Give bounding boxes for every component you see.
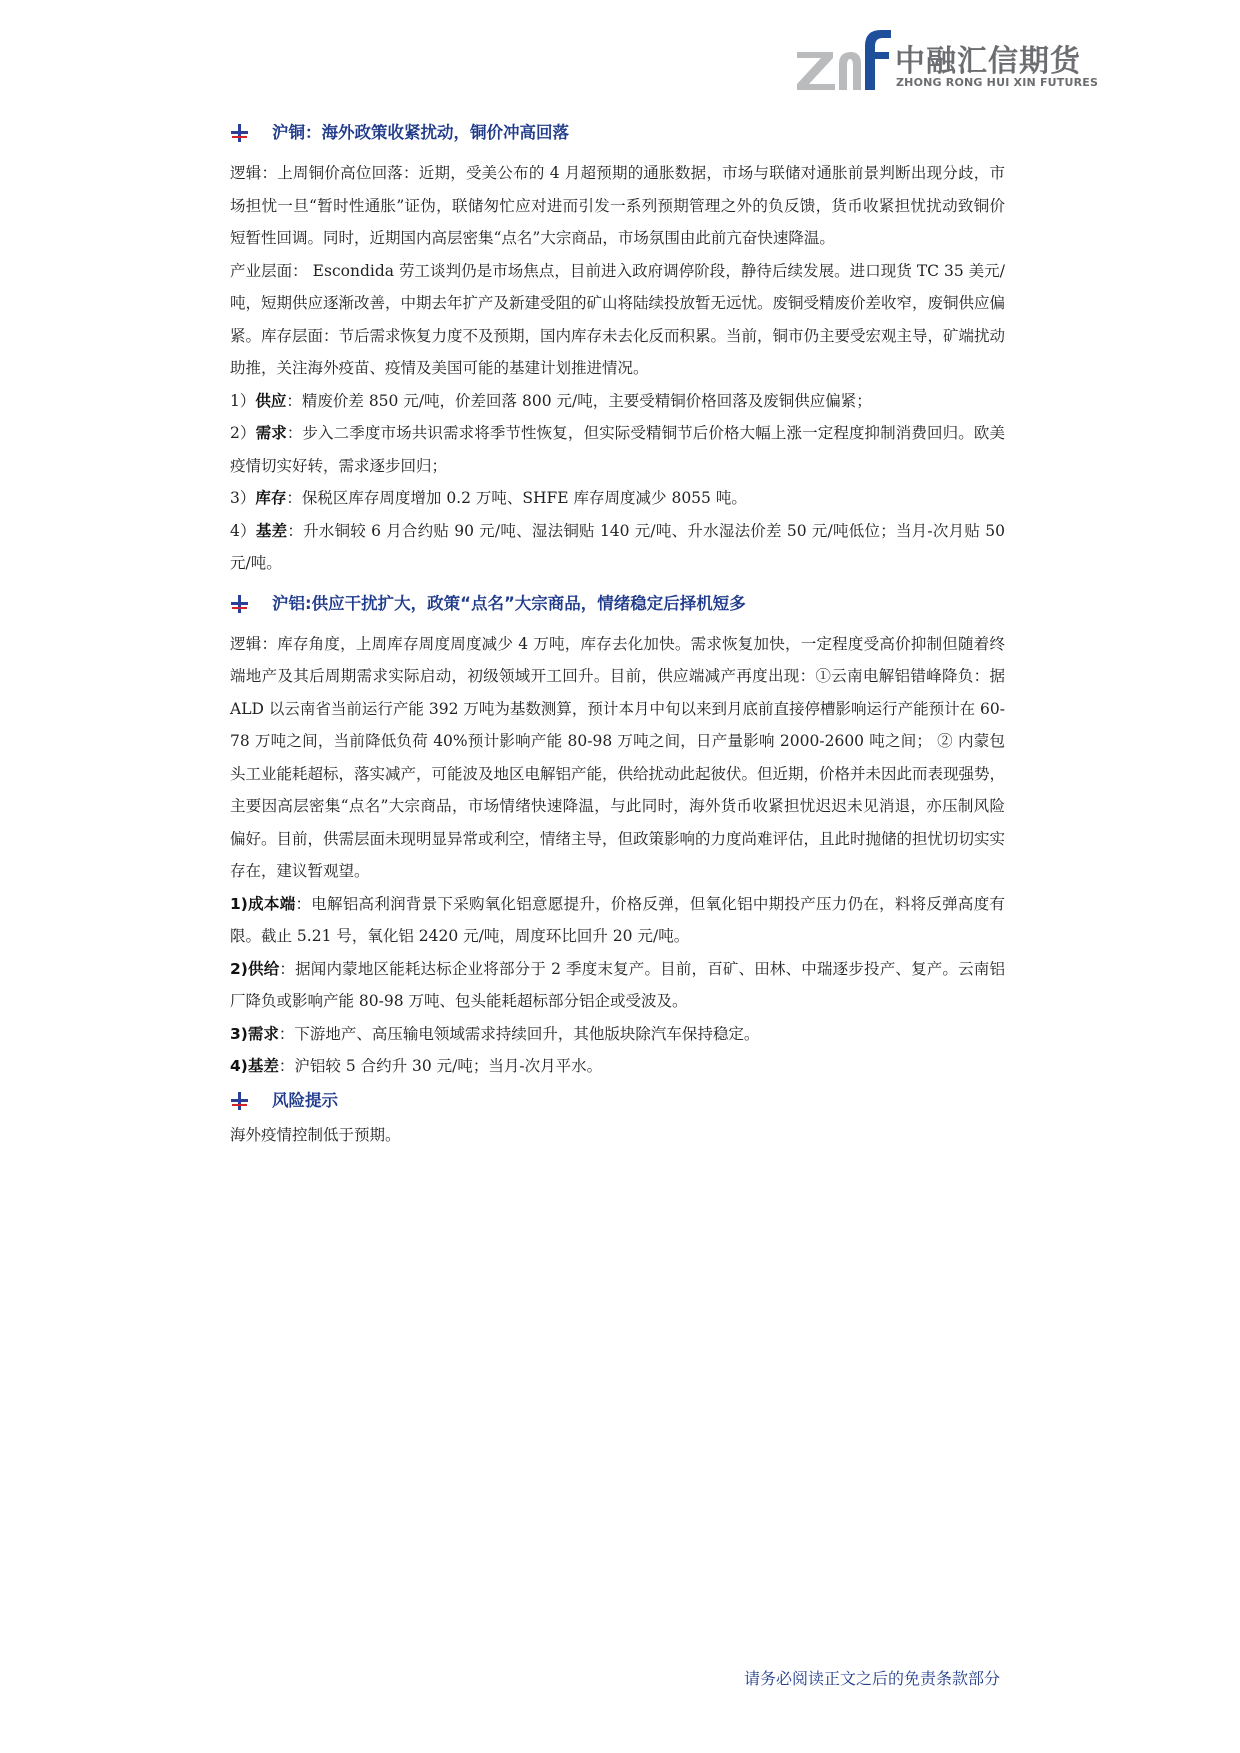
paragraph: 逻辑：库存角度，上周库存周度周度减少 4 万吨，库存去化加快。需求恢复加快，一定程度受高价抑制但随着终端地产及其后周期需求实际启动，初级领域开工回升。目前，供应端减产再度出现：①云南电解铝错峰降负：据 ALD 以云南省当前运行产能 392 万吨为基数测算，预计本月中旬以来到月底前直接停槽影响运行产能预计在 60-78 万吨之间，当前降低负荷 40%预计影响产能 80-98 万吨之间，日产量影响 2000-2600 吨之间； ② 内蒙包头工业能耗超标，落实减产，可能波及地区电解铝产能，供给扰动此起彼伏。但近期，价格并未因此而表现强势，主要因高层密集“点名”大宗商品，市场情绪快速降温，与此同时，海外货币收紧担忧迟迟未见消退，亦压制风险偏好。目前，供需层面未现明显异常或利空，情绪主导，但政策影响的力度尚难评估，且此时抛储的担忧切切实实存在，建议暂观望。 <box>230 634 1006 880</box>
bullet-icon <box>230 124 250 142</box>
item-label: 需求 <box>255 424 287 442</box>
item-label: 基差 <box>247 1057 279 1075</box>
item-prefix: 3) <box>230 1024 248 1043</box>
paragraph: 海外疫情控制低于预期。 <box>230 1125 401 1144</box>
section-title: 风险提示 <box>272 1090 338 1110</box>
disclaimer-footer: 请务必阅读正文之后的免责条款部分 <box>743 1669 1000 1688</box>
bullet-icon <box>230 595 250 613</box>
item-label: 供给 <box>247 959 280 978</box>
item-label: 供应 <box>255 391 287 410</box>
paragraph: 产业层面： Escondida 劳工谈判仍是市场焦点，目前进入政府调停阶段，静待后续发展。进口现货 TC 35 美元/吨，短期供应逐渐改善，中期去年扩产及新建受阻的矿山将陆续投放暂无远忧。废铜受精废价差收窄，废铜供应偏紧。库存层面：节后需求恢复力度不及预期，国内库存未去化反而积累。当前，铜市仍主要受宏观主导，矿端扰动助推，关注海外疫苗、疫情及美国可能的基建计划推进情况。 <box>230 261 1006 377</box>
report-content <box>230 115 1005 1151</box>
item-label: 基差 <box>255 521 288 540</box>
section-title: 沪铜：海外政策收紧扰动，铜价冲高回落 <box>272 123 569 142</box>
item-prefix: 1) <box>230 894 248 913</box>
section-heading-risk <box>230 1083 1005 1119</box>
item-prefix: 4) <box>230 1057 248 1075</box>
list-item: 4)基差：沪铝较 5 合约升 30 元/吨；当月-次月平水。 <box>230 1057 603 1075</box>
section-title: 沪铝:供应干扰扩大，政策“点名”大宗商品，情绪稳定后择机短多 <box>272 593 746 613</box>
item-prefix: 2) <box>230 959 248 978</box>
list-item: 1）供应：精废价差 850 元/吨，价差回落 800 元/吨，主要受精铜价格回落及废铜供应偏紧； <box>230 391 872 410</box>
section-heading-copper <box>230 115 1005 151</box>
item-label: 成本端 <box>247 894 296 913</box>
list-item: 1)成本端：电解铝高利润背景下采购氧化铝意愿提升，价格反弹，但氧化铝中期投产压力仍在，料将反弹高度有限。截止 5.21 号，氧化铝 2420 元/吨，周度环比回升 20 元/吨。 <box>230 894 1005 945</box>
list-item: 3）库存：保税区库存周度增加 0.2 万吨、SHFE 库存周度减少 8055 吨。 <box>230 489 747 507</box>
bullet-icon <box>230 1092 250 1110</box>
list-item: 3)需求：下游地产、高压输电领域需求持续回升，其他版块除汽车保持稳定。 <box>230 1024 760 1043</box>
company-logo <box>795 28 1099 98</box>
list-item: 4）基差：升水铜较 6 月合约贴 90 元/吨、湿法铜贴 140 元/吨、升水湿法价差 50 元/吨低位；当月-次月贴 50 元/吨。 <box>230 521 1005 572</box>
company-name-en: ZHONG RONG HUI XIN FUTURES <box>896 76 1099 89</box>
list-item: 2)供给：据闻内蒙地区能耗达标企业将部分于 2 季度末复产。目前，百矿、田林、中瑞逐步投产、复产。云南铝厂降负或影响产能 80-98 万吨、包头能耗超标部分铝企或受波及。 <box>230 959 1005 1010</box>
section-heading-aluminum <box>230 586 1005 622</box>
list-item: 2）需求：步入二季度市场共识需求将季节性恢复，但实际受精铜节后价格大幅上涨一定程度抑制消费回归。欧美疫情切实好转，需求逐步回归； <box>230 424 1005 475</box>
item-label: 库存 <box>255 489 287 507</box>
company-name-cn: 中融汇信期货 <box>895 44 1081 79</box>
paragraph: 逻辑：上周铜价高位回落：近期，受美公布的 4 月超预期的通胀数据，市场与联储对通胀前景判断出现分歧，市场担忧一旦“暂时性通胀”证伪，联储匆忙应对进而引发一系列预期管理之外的负反馈，货币收紧担忧扰动致铜价短暂性回调。同时，近期国内高层密集“点名”大宗商品，市场氛围由此前亢奋快速降温。 <box>230 164 1005 247</box>
item-label: 需求 <box>247 1024 279 1043</box>
znf-logo-icon <box>795 28 895 90</box>
